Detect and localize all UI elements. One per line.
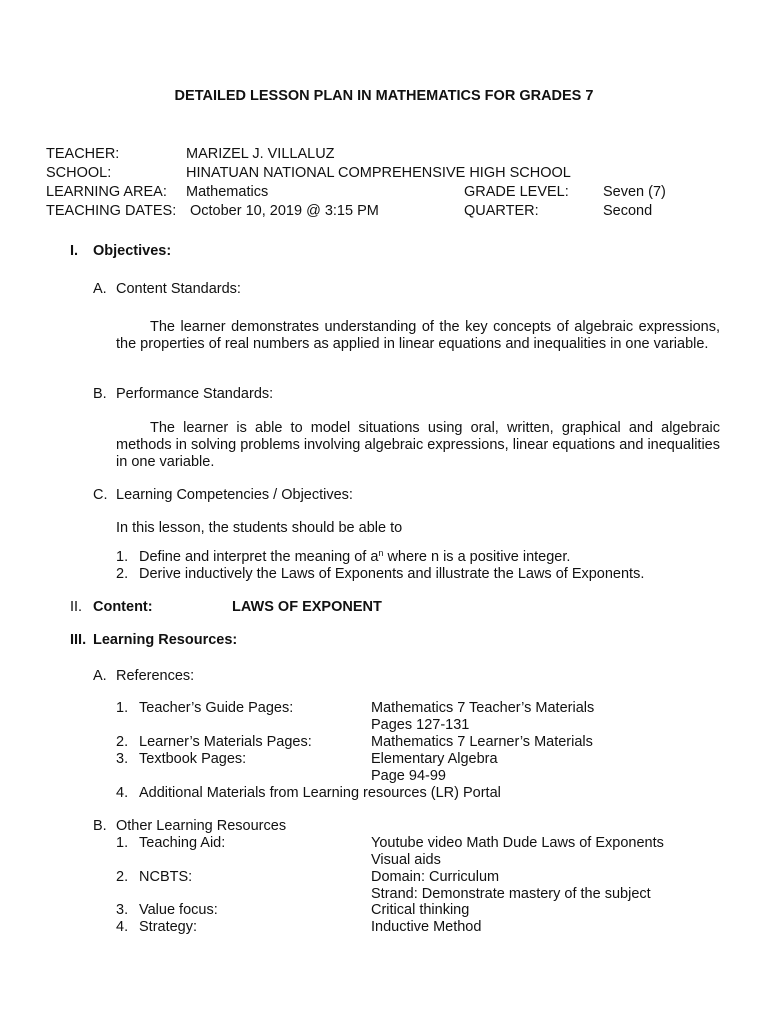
learning-area-label: LEARNING AREA: (46, 184, 167, 200)
content-standards-paragraph (116, 319, 720, 353)
school-value: HINATUAN NATIONAL COMPREHENSIVE HIGH SCHOOL (186, 165, 571, 181)
performance-standards-paragraph (116, 420, 720, 471)
subsection-letter: B. (93, 818, 107, 834)
reference-value: Elementary Algebra (371, 751, 498, 767)
list-number: 1. (116, 700, 129, 716)
grade-level-label: GRADE LEVEL: (464, 184, 569, 200)
resource-label: Strategy: (139, 919, 198, 935)
quarter-label: QUARTER: (464, 203, 539, 219)
resource-value: Critical thinking (371, 902, 470, 918)
other-resources-title: Other Learning Resources (116, 818, 287, 834)
reference-label: Learner’s Materials Pages: (139, 734, 312, 750)
reference-value: Page 94-99 (371, 768, 446, 784)
section-numeral-content: II. (70, 599, 83, 615)
list-number: 3. (116, 751, 129, 767)
list-number: 4. (116, 919, 129, 935)
resource-label: Value focus: (139, 902, 218, 918)
content-standards-text: The learner demonstrates understanding of the key concepts of algebraic expressions, the properties of real numbers as applied in linear equations and inequalities in one variable. (116, 319, 720, 352)
quarter-value: Second (603, 203, 653, 219)
teaching-dates-label: TEACHING DATES: (46, 203, 177, 219)
section-numeral-resources: III. (70, 632, 87, 648)
list-number: 1. (116, 835, 129, 851)
teacher-value: MARIZEL J. VILLALUZ (186, 146, 335, 162)
resource-label: NCBTS: (139, 869, 193, 885)
subsection-letter: C. (93, 487, 108, 503)
reference-value: Pages 127-131 (371, 717, 470, 733)
list-number: 2. (116, 734, 129, 750)
reference-label: Textbook Pages: (139, 751, 247, 767)
competency-text-pre: Define and interpret the meaning of a (139, 549, 379, 565)
resource-value: Strand: Demonstrate mastery of the subject (371, 886, 651, 902)
teaching-dates-value: October 10, 2019 @ 3:15 PM (190, 203, 379, 219)
performance-standards-text: The learner is able to model situations using oral, written, graphical and algebraic methods in solving problems involving algebraic expressions, linear equations and inequalities in one variable. (116, 420, 720, 470)
content-value: LAWS OF EXPONENT (232, 599, 382, 615)
resource-label: Teaching Aid: (139, 835, 226, 851)
teacher-label: TEACHER: (46, 146, 120, 162)
competencies-intro: In this lesson, the students should be able to (116, 520, 403, 536)
performance-standards-title: Performance Standards: (116, 386, 274, 402)
list-number: 3. (116, 902, 129, 918)
resource-value: Youtube video Math Dude Laws of Exponents (371, 835, 664, 851)
section-heading-resources: Learning Resources: (93, 632, 238, 648)
list-number: 2. (116, 869, 129, 885)
competency-text-post: where n is a positive integer. (383, 549, 571, 565)
resource-value: Visual aids (371, 852, 441, 868)
reference-value: Mathematics 7 Teacher’s Materials (371, 700, 595, 716)
section-numeral-objectives: I. (70, 243, 79, 259)
reference-label: Teacher’s Guide Pages: (139, 700, 294, 716)
competency-item (139, 549, 570, 566)
exponent-superscript: n (378, 548, 384, 558)
competency-item: Derive inductively the Laws of Exponents and illustrate the Laws of Exponents. (139, 566, 645, 582)
document-title: DETAILED LESSON PLAN IN MATHEMATICS FOR GRADES 7 (174, 88, 594, 104)
reference-label: Additional Materials from Learning resources (LR) Portal (139, 785, 501, 801)
learning-area-value: Mathematics (186, 184, 269, 200)
content-standards-title: Content Standards: (116, 281, 241, 297)
resource-value: Domain: Curriculum (371, 869, 500, 885)
learning-competencies-title: Learning Competencies / Objectives: (116, 487, 353, 503)
reference-value: Mathematics 7 Learner’s Materials (371, 734, 593, 750)
grade-level-value: Seven (7) (603, 184, 666, 200)
list-number: 4. (116, 785, 129, 801)
school-label: SCHOOL: (46, 165, 112, 181)
subsection-letter: A. (93, 668, 107, 684)
subsection-letter: B. (93, 386, 107, 402)
references-title: References: (116, 668, 195, 684)
section-heading-objectives: Objectives: (93, 243, 172, 259)
subsection-letter: A. (93, 281, 107, 297)
list-number: 1. (116, 549, 129, 565)
resource-value: Inductive Method (371, 919, 482, 935)
content-label: Content: (93, 599, 153, 615)
list-number: 2. (116, 566, 129, 582)
